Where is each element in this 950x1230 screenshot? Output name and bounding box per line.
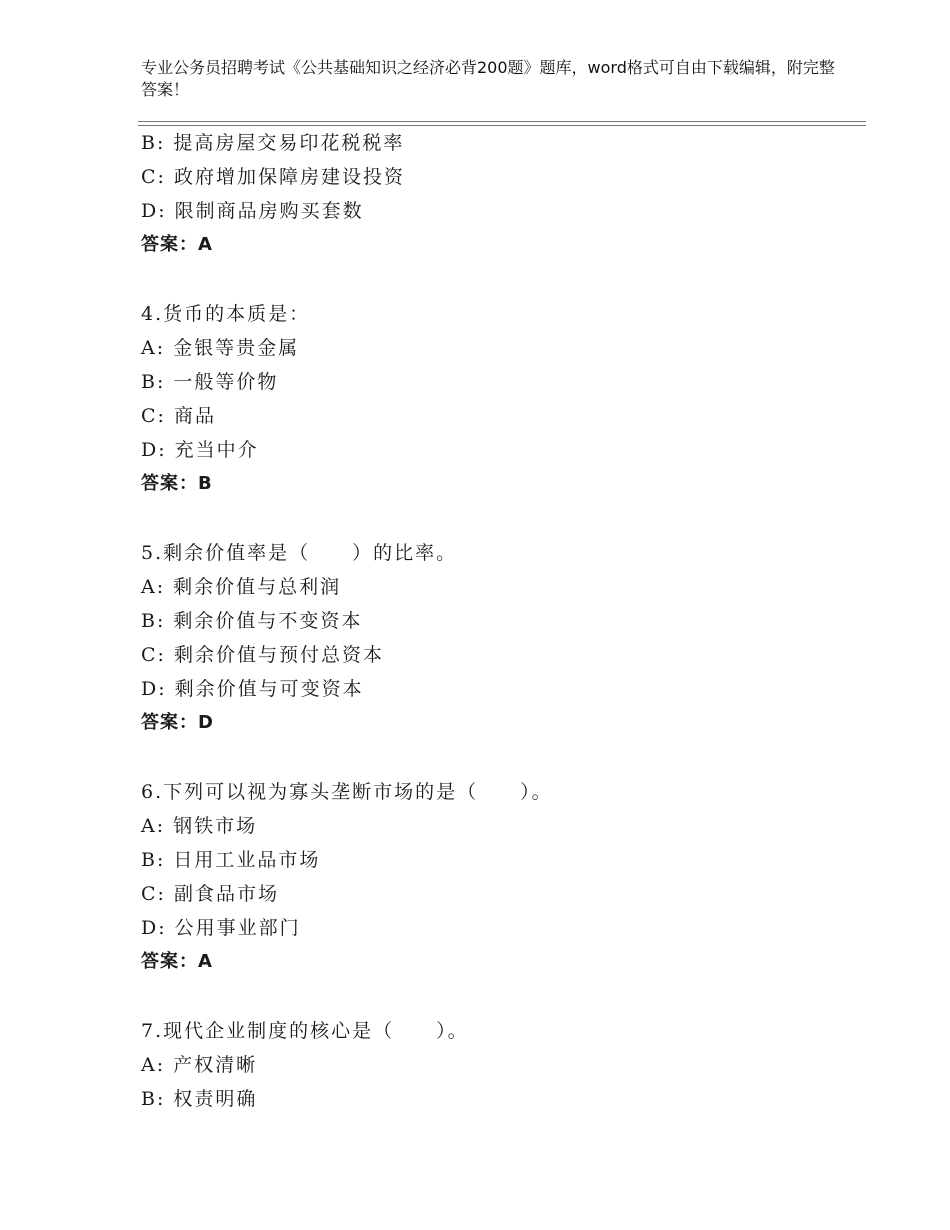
option-d: D: 充当中介 — [141, 439, 259, 461]
option-d: D: 公用事业部门 — [141, 917, 301, 939]
option-c: C: 副食品市场 — [141, 883, 279, 905]
option-d: D: 限制商品房购买套数 — [141, 200, 364, 222]
question-list — [141, 126, 861, 1116]
answer-label: 答案：A — [141, 951, 213, 972]
option-a: A: 产权清晰 — [141, 1054, 258, 1076]
question-stem: 5.剩余价值率是（ ）的比率。 — [141, 542, 458, 564]
answer-label: 答案：A — [141, 234, 213, 255]
spacer — [141, 740, 861, 775]
option-b: B: 剩余价值与不变资本 — [141, 610, 363, 632]
document-header — [141, 57, 841, 101]
option-a: A: 金银等贵金属 — [141, 337, 300, 359]
option-c: C: 政府增加保障房建设投资 — [141, 166, 405, 188]
header-title: 专业公务员招聘考试《公共基础知识之经济必背200题》题库，word格式可自由下载编辑，附完整答案！ — [141, 58, 835, 99]
option-d: D: 剩余价值与可变资本 — [141, 678, 364, 700]
spacer — [141, 501, 861, 536]
question-block-6 — [141, 775, 861, 979]
question-block-5 — [141, 536, 861, 740]
question-block-partial — [141, 126, 861, 262]
question-block-4 — [141, 297, 861, 501]
option-a: A: 剩余价值与总利润 — [141, 576, 342, 598]
option-a: A: 钢铁市场 — [141, 815, 258, 837]
option-b: B: 日用工业品市场 — [141, 849, 321, 871]
spacer — [141, 262, 861, 297]
option-b: B: 权责明确 — [141, 1088, 258, 1110]
spacer — [141, 979, 861, 1014]
option-c: C: 剩余价值与预付总资本 — [141, 644, 384, 666]
option-b: B: 提高房屋交易印花税税率 — [141, 132, 405, 154]
answer-label: 答案：D — [141, 712, 214, 733]
question-stem: 7.现代企业制度的核心是（ ）。 — [141, 1020, 469, 1042]
option-b: B: 一般等价物 — [141, 371, 279, 393]
option-c: C: 商品 — [141, 405, 216, 427]
answer-label: 答案：B — [141, 473, 213, 494]
question-block-7 — [141, 1014, 861, 1116]
question-stem: 4.货币的本质是： — [141, 303, 311, 325]
question-stem: 6.下列可以视为寡头垄断市场的是（ ）。 — [141, 781, 553, 803]
